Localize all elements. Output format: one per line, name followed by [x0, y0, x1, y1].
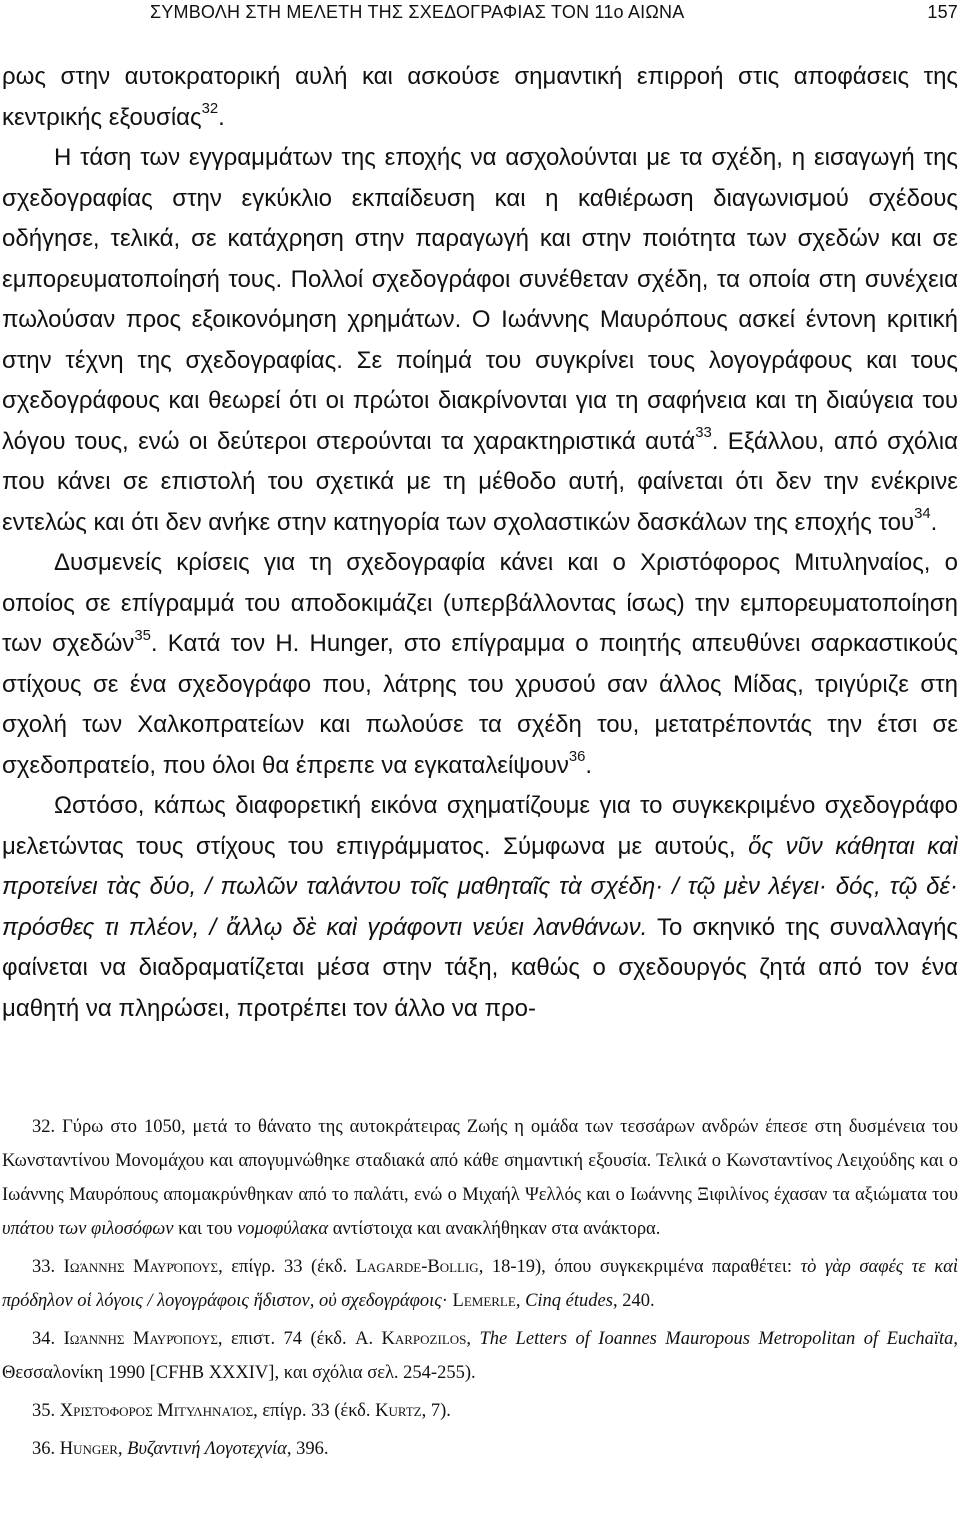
footnote-36-text-1: , — [117, 1439, 128, 1459]
footnote-32-italic-2: νομοφύλακα — [237, 1219, 329, 1239]
footnote-ref-32: 32 — [201, 101, 219, 118]
footnote-36-author: Hunger — [59, 1439, 118, 1459]
paragraph-3-text-1: Δυσμενείς κρίσεις για τη σχεδογραφία κάνει και ο Χριστόφορος Μιτυληναίος, ο οποίος σε επίγραμμά του αποδοκιμάζει (υπερβάλλοντας ίσως) την εμπορευματοποίηση των σχεδών — [2, 549, 958, 657]
footnote-34-title: The Letters of Ioannes Mauropous Metropolitan of Euchaïta — [479, 1329, 954, 1349]
footnote-33 — [2, 1250, 958, 1318]
paragraph-4-text-2: Το σκηνικό της συναλλαγής φαίνεται να διαδραματίζεται μέσα στην τάξη, καθώς ο σχεδουργός ζητά από τον ένα μαθητή να πληρώσει, προτρέπει τον άλλο να προ- — [2, 913, 958, 1022]
footnote-33-number: 33. — [32, 1257, 56, 1277]
page-number: 157 — [927, 2, 958, 22]
paragraph-3-end: . — [585, 751, 593, 779]
footnote-34 — [2, 1322, 958, 1390]
paragraph-4 — [2, 786, 958, 1029]
footnote-33-text-3: · — [441, 1291, 453, 1311]
footnote-34-text-3: , Θεσσαλονίκη 1990 [CFHB XXXIV], και σχόλια σελ. 254-255). — [2, 1329, 958, 1383]
paragraph-1 — [2, 57, 958, 138]
paragraph-1-text: ρως στην αυτοκρατορική αυλή και ασκούσε σημαντική επιρροή στις αποφάσεις της κεντρικής εξουσίας — [2, 63, 958, 131]
footnotes — [2, 1110, 958, 1470]
footnote-32-number: 32. — [32, 1117, 56, 1137]
footnote-33-text-5: , 240. — [612, 1291, 655, 1311]
footnote-32-text-3: αντίστοιχα και ανακλήθηκαν στα ανάκτορα. — [328, 1219, 661, 1239]
footnote-35-author: Χριστόφορος Μιτυληναίος — [59, 1401, 254, 1421]
paragraph-2 — [2, 138, 958, 543]
footnote-35-text-1: , επίγρ. 33 (έκδ. — [253, 1401, 376, 1421]
paragraph-3 — [2, 543, 958, 786]
footnote-32-text-2: και του — [173, 1219, 238, 1239]
paragraph-4-text-1: Ωστόσο, κάπως διαφορετική εικόνα σχηματίζουμε για το συγκεκριμένο σχεδογράφο μελετώντας τους στίχους του επιγράμματος. Σύμφωνα με αυτούς, — [2, 792, 958, 860]
footnote-33-title: Cinq études — [525, 1291, 613, 1311]
paragraph-2-end: . — [930, 508, 938, 536]
main-text — [2, 57, 958, 1029]
footnote-35-editor: Kurtz — [375, 1401, 422, 1421]
running-header — [2, 0, 958, 40]
paragraph-3-text-2: . Κατά τον H. Hunger, στο επίγραμμα ο ποιητής απευθύνει σαρκαστικούς στίχους σε ένα σχεδογράφο που, λάτρης του χρυσού σαν άλλος Μίδας, τριγύριζε στη σχολή των Χαλκοπρατείων και πωλούσε τα σχέδη του, μετατρέποντάς την έτσι σε σχεδοπρατείο, που όλοι θα έπρεπε να εγκαταλείψουν — [2, 630, 958, 779]
paragraph-4-quote: ὅς νῦν κάθηται καὶ προτείνει τὰς δύο, / πωλῶν ταλάντου τοῖς μαθηταῖς τὰ σχέδη· / τῷ μὲν λέγει· δός, τῷ δέ· πρόσθες τι πλέον, / ἄλλῳ δὲ καὶ γράφοντι νεύει λανθάνων. — [2, 832, 958, 941]
footnote-33-text-4: , — [515, 1291, 526, 1311]
running-title: ΣΥΜΒΟΛΗ ΣΤΗ ΜΕΛΕΤΗ ΤΗΣ ΣΧΕΔΟΓΡΑΦΙΑΣ ΤΟΝ 11ο ΑΙΩΝΑ — [150, 2, 685, 22]
footnote-33-editor: Lagarde-Bollig — [355, 1257, 479, 1277]
paragraph-2-text-2: . Εξάλλου, από σχόλια που κάνει σε επιστολή του σχετικά με τη μέθοδο αυτή, φαίνεται ότι δεν την ενέκρινε εντελώς και ότι δεν ανήκε στην κατηγορία των σχολαστικών δασκάλων της εποχής του — [2, 427, 959, 536]
footnote-32 — [2, 1110, 958, 1246]
footnote-33-author-2: Lemerle — [452, 1291, 516, 1311]
paragraph-1-end: . — [218, 103, 225, 131]
footnote-33-text-2: , 18-19), όπου συγκεκριμένα παραθέτει: — [478, 1257, 801, 1277]
footnote-36-number: 36. — [32, 1439, 56, 1459]
footnote-34-text-2: , — [466, 1329, 480, 1349]
paragraph-2-text-1: Η τάση των εγγραμμάτων της εποχής να ασχολούνται με τα σχέδη, η εισαγωγή της σχεδογραφίας στην εγκύκλιο εκπαίδευση και η καθιέρωση διαγωνισμού σχέδους οδήγησε, τελικά, σε κατάχρηση στην παραγωγή και στην ποιότητα των σχεδών και σε εμπορευματοποίησή τους. Πολλοί σχεδογράφοι συνέθεταν σχέδη, τα οποία στη συνέχεια πωλούσαν προς εξοικονόμηση χρημάτων. Ο Ιωάννης Μαυρόπους ασκεί έντονη κριτική στην τέχνη της σχεδογραφίας. Σε ποίημά του συγκρίνει τους λογογράφους και τους σχεδογράφους και θεωρεί ότι οι πρώτοι διακρίνονται για τη σαφήνεια και τη διαύγεια του λόγου τους, ενώ οι δεύτεροι στερούνται τα χαρακτηριστικά αυτά — [2, 144, 958, 455]
footnote-36-title: Βυζαντινή Λογοτεχνία — [127, 1439, 287, 1459]
footnote-ref-35: 35 — [134, 627, 151, 644]
footnote-32-text-1: Γύρω στο 1050, μετά το θάνατο της αυτοκράτειρας Ζωής η ομάδα των τεσσάρων ανδρών έπεσε στη δυσμένεια του Κωνσταντίνου Μονομάχου και απογυμνώθηκε σταδιακά από κάθε σημαντική εξουσία. Τελικά ο Κωνσταντίνος Λειχούδης και ο Ιωάννης Μαυρόπους απομακρύνθηκαν από το παλάτι, ενώ ο Μιχαήλ Ψελλός και ο Ιωάννης Ξιφιλίνος έχασαν τα αξιώματα του — [2, 1117, 958, 1205]
footnote-35 — [2, 1394, 958, 1428]
footnote-32-italic-1: υπάτου των φιλοσόφων — [2, 1219, 174, 1239]
footnote-36 — [2, 1432, 958, 1466]
footnote-ref-36: 36 — [568, 749, 586, 766]
footnote-34-text-1: , επιστ. 74 (έκδ. A. — [217, 1329, 382, 1349]
footnote-34-editor: Karpozilos — [381, 1329, 467, 1349]
footnote-35-text-2: , 7). — [421, 1401, 451, 1421]
footnote-35-number: 35. — [32, 1401, 56, 1421]
footnote-33-quote: τὸ γὰρ σαφές τε καὶ πρόδηλον οἱ λόγοις / λογογράφοις ἥδιστον, οὐ σχεδογράφοις — [2, 1257, 958, 1311]
footnote-34-number: 34. — [32, 1329, 56, 1349]
footnote-34-author: Ιωάννης Μαυρόπους — [63, 1329, 218, 1349]
footnote-36-text-2: , 396. — [286, 1439, 329, 1459]
footnote-ref-34: 34 — [914, 506, 931, 523]
footnote-33-text-1: , επίγρ. 33 (έκδ. — [218, 1257, 356, 1277]
footnote-ref-33: 33 — [695, 425, 712, 442]
footnote-33-author: Ιωάννης Μαυρόπους — [63, 1257, 219, 1277]
